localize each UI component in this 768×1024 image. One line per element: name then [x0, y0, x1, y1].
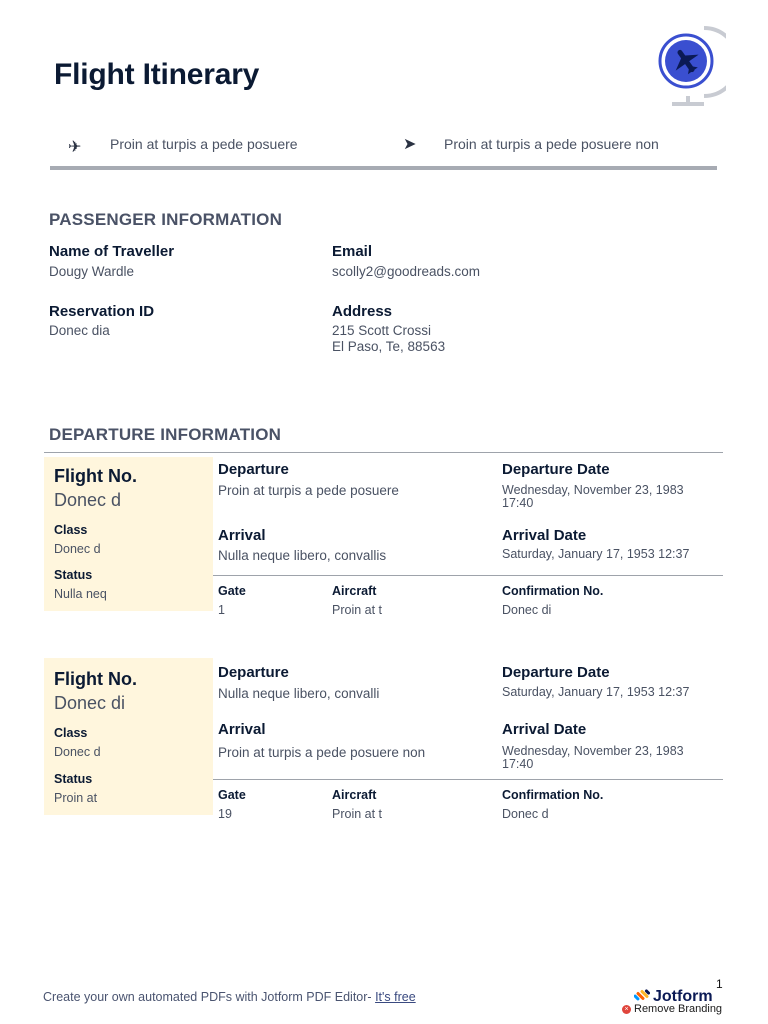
gate-value: 1 [218, 603, 225, 617]
departure-divider [44, 452, 723, 453]
flight-details-divider [213, 575, 723, 576]
gate-label: Gate [218, 788, 246, 802]
remove-branding-button[interactable] [622, 1003, 722, 1015]
arrival-date-label: Arrival Date [502, 721, 587, 738]
status-label: Status [54, 772, 93, 786]
passenger-section-title: PASSENGER INFORMATION [49, 210, 283, 229]
departure-value: Proin at turpis a pede posuere [218, 483, 399, 498]
departure-label: Departure [218, 461, 289, 478]
route-to: Proin at turpis a pede posuere non [444, 136, 659, 152]
flight-no-label: Flight No. [54, 669, 137, 689]
footer-promo [43, 990, 416, 1004]
jotform-brand-name: Jotform [653, 988, 713, 1005]
arrival-date-line-2: 17:40 [502, 757, 534, 771]
gate-label: Gate [218, 584, 246, 598]
close-icon: × [622, 1005, 631, 1014]
arrival-date-line-1: Wednesday, November 23, 1983 [502, 744, 684, 758]
flight-details-divider [213, 779, 723, 780]
departure-date-line-1: Saturday, January 17, 1953 12:37 [502, 685, 690, 699]
address-line-2: El Paso, Te, 88563 [332, 339, 446, 354]
jotform-mark-icon [634, 988, 650, 1002]
status-value: Proin at [54, 791, 98, 805]
confirmation-value: Donec di [502, 603, 552, 617]
aircraft-value: Proin at t [332, 603, 383, 617]
class-value: Donec d [54, 542, 101, 556]
departure-section-title: DEPARTURE INFORMATION [49, 425, 282, 444]
header-divider [50, 166, 717, 170]
departure-value: Nulla neque libero, convalli [218, 686, 380, 701]
class-label: Class [54, 726, 88, 740]
confirmation-value: Donec d [502, 807, 549, 821]
reservation-value: Donec dia [49, 323, 110, 338]
departure-label: Departure [218, 664, 289, 681]
arrival-value: Proin at turpis a pede posuere non [218, 745, 426, 760]
footer-promo-text: Create your own automated PDFs with Jotform PDF Editor- [43, 990, 376, 1004]
aircraft-value: Proin at t [332, 807, 383, 821]
arrival-label: Arrival [218, 527, 266, 544]
arrival-label: Arrival [218, 721, 266, 738]
gate-value: 19 [218, 807, 232, 821]
reservation-label: Reservation ID [49, 303, 155, 320]
footer-free-link[interactable]: It's free [375, 990, 416, 1004]
arrow-right-icon: ➤ [403, 136, 417, 153]
status-value: Nulla neq [54, 587, 107, 601]
departure-date-line-1: Wednesday, November 23, 1983 [502, 483, 684, 497]
page-number: 1 [716, 977, 723, 991]
email-value: scolly2@goodreads.com [332, 264, 481, 279]
name-label: Name of Traveller [49, 243, 175, 260]
address-line-1: 215 Scott Crossi [332, 323, 432, 338]
name-value: Dougy Wardle [49, 264, 135, 279]
page-title: Flight Itinerary [54, 58, 260, 91]
flight-no-value: Donec di [54, 693, 126, 713]
airplane-icon: ✈ [68, 139, 82, 156]
class-value: Donec d [54, 745, 101, 759]
flight-no-value: Donec d [54, 490, 122, 510]
route-from: Proin at turpis a pede posuere [110, 136, 298, 152]
globe-airplane-icon [652, 26, 726, 108]
arrival-date-label: Arrival Date [502, 527, 587, 544]
email-label: Email [332, 243, 373, 260]
arrival-date-line-1: Saturday, January 17, 1953 12:37 [502, 547, 690, 561]
flight-no-label: Flight No. [54, 466, 137, 486]
address-label: Address [332, 303, 393, 320]
confirmation-label: Confirmation No. [502, 584, 604, 598]
remove-branding-label: Remove Branding [634, 1003, 723, 1015]
departure-date-label: Departure Date [502, 664, 610, 681]
departure-date-line-2: 17:40 [502, 496, 534, 510]
arrival-value: Nulla neque libero, convallis [218, 548, 387, 563]
confirmation-label: Confirmation No. [502, 788, 604, 802]
status-label: Status [54, 568, 93, 582]
aircraft-label: Aircraft [332, 788, 377, 802]
departure-date-label: Departure Date [502, 461, 610, 478]
class-label: Class [54, 523, 88, 537]
aircraft-label: Aircraft [332, 584, 377, 598]
